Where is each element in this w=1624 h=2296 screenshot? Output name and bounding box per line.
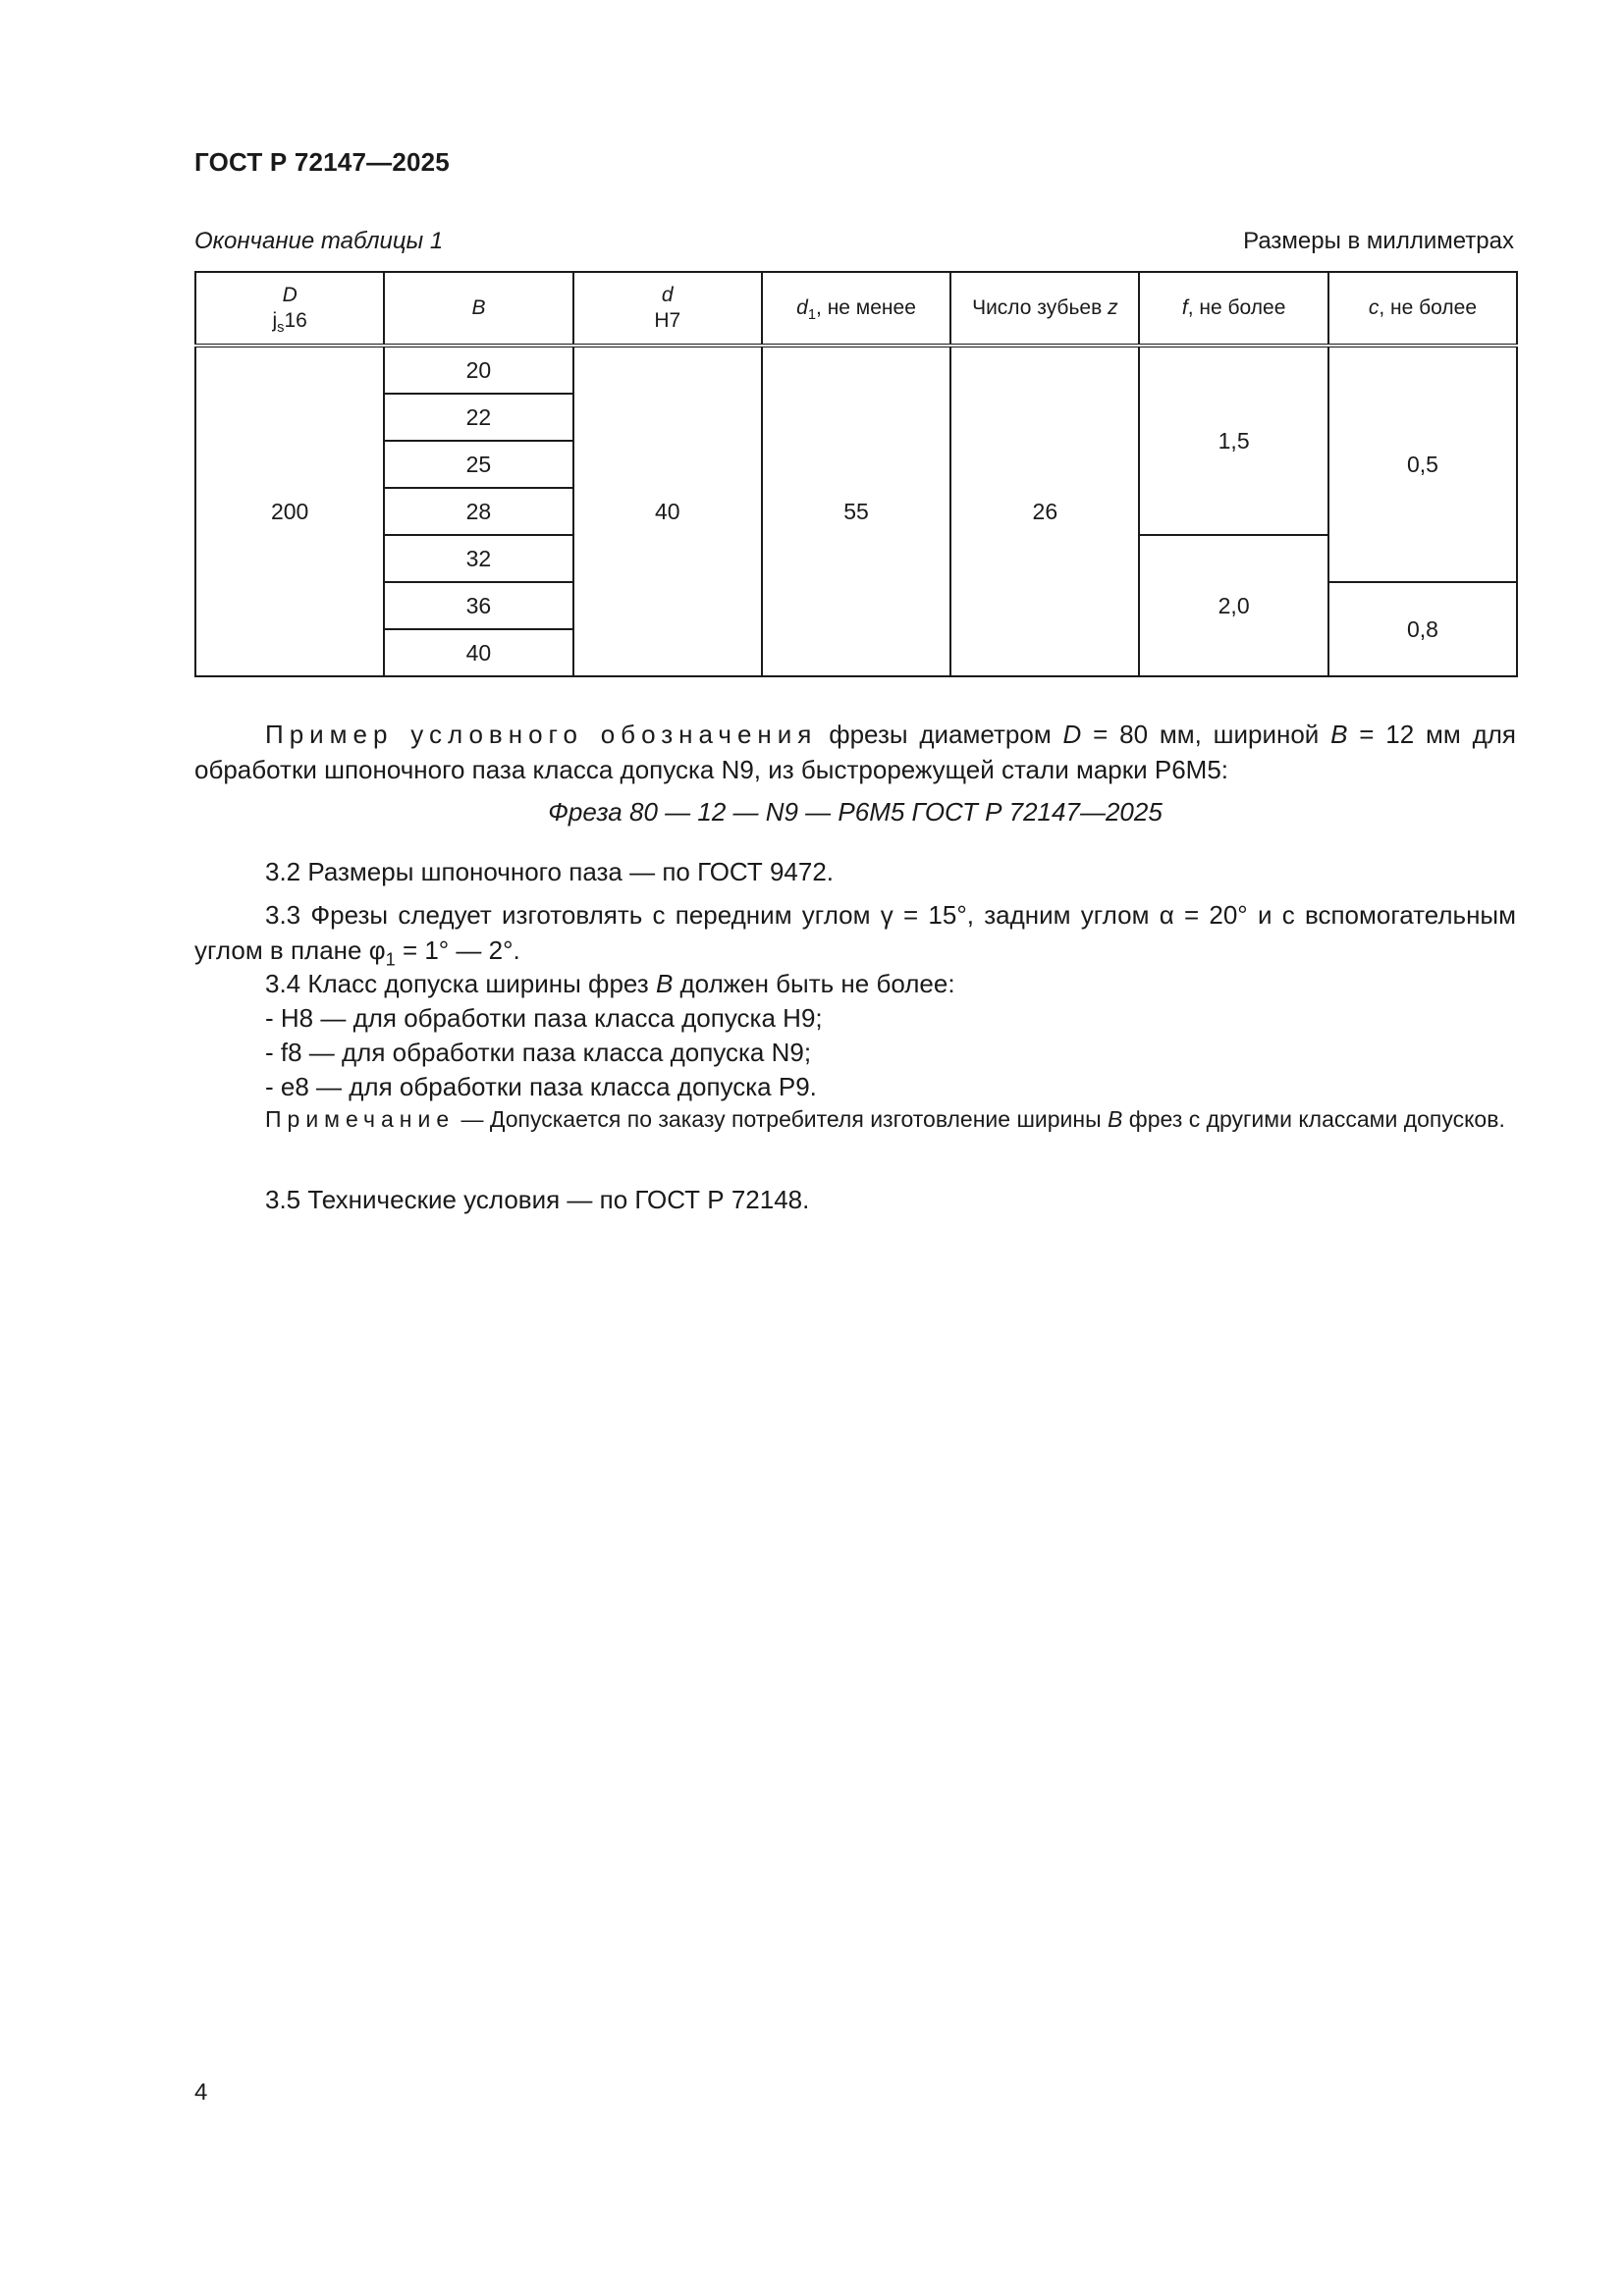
page-number: 4 bbox=[194, 2079, 208, 2106]
table-caption: Окончание таблицы 1 bbox=[194, 228, 444, 254]
cell-f: 2,0 bbox=[1139, 535, 1327, 676]
list-item: - H8 — для обработки паза класса допуска H9; bbox=[265, 1003, 823, 1033]
dimensions-table bbox=[194, 271, 1518, 677]
cell-B: 20 bbox=[384, 346, 572, 394]
header-z: Число зубьев z bbox=[950, 272, 1139, 346]
cell-f: 1,5 bbox=[1139, 346, 1327, 535]
table-row bbox=[195, 346, 1517, 394]
cell-B: 32 bbox=[384, 535, 572, 582]
header-f: f, не более bbox=[1139, 272, 1327, 346]
cell-d1: 55 bbox=[762, 346, 950, 676]
designation-formula: Фреза 80 — 12 — N9 — Р6М5 ГОСТ Р 72147—2025 bbox=[548, 797, 1163, 827]
note: Примечание — Допускается по заказу потребителя изготовление ширины B фрез с другими классами допусков. bbox=[265, 1106, 1505, 1132]
table-units: Размеры в миллиметрах bbox=[1243, 228, 1514, 254]
clause-3-3: 3.3 Фрезы следует изготовлять с передним углом γ = 15°, задним углом α = 20° и с вспомогательным углом в плане $\varphi_1 = 1^\circ$ — 2°. bbox=[194, 900, 1516, 970]
header-d: d H7 bbox=[573, 272, 762, 346]
cell-B: 40 bbox=[384, 629, 572, 676]
document-header: ГОСТ Р 72147—2025 bbox=[194, 147, 450, 177]
header-c: c, не более bbox=[1328, 272, 1517, 346]
cell-B: 25 bbox=[384, 441, 572, 488]
header-d1: $d_1$, не менее bbox=[762, 272, 950, 346]
clause-3-5: 3.5 Технические условия — по ГОСТ Р 72148. bbox=[265, 1185, 810, 1214]
cell-B: 28 bbox=[384, 488, 572, 535]
cell-c: 0,8 bbox=[1328, 582, 1517, 676]
clause-3-4: 3.4 Класс допуска ширины фрез B должен быть не более: bbox=[265, 969, 955, 998]
list-item: - e8 — для обработки паза класса допуска P9. bbox=[265, 1072, 817, 1101]
cell-c: 0,5 bbox=[1328, 346, 1517, 582]
cell-d: 40 bbox=[573, 346, 762, 676]
header-D: D $j_s16$ bbox=[195, 272, 384, 346]
cell-z: 26 bbox=[950, 346, 1139, 676]
list-item: - f8 — для обработки паза класса допуска N9; bbox=[265, 1038, 812, 1067]
clause-3-2: 3.2 Размеры шпоночного паза — по ГОСТ 9472. bbox=[265, 857, 835, 886]
header-B: B bbox=[384, 272, 572, 346]
example-paragraph: Пример условного обозначения фрезы диаметром D = 80 мм, шириной B = 12 мм для обработки шпоночного паза класса допуска N9, из быстрорежущей стали марки Р6М5: bbox=[194, 720, 1517, 784]
cell-B: 36 bbox=[384, 582, 572, 629]
table-header-row bbox=[195, 272, 1517, 346]
cell-B: 22 bbox=[384, 394, 572, 441]
cell-D: 200 bbox=[195, 346, 384, 676]
